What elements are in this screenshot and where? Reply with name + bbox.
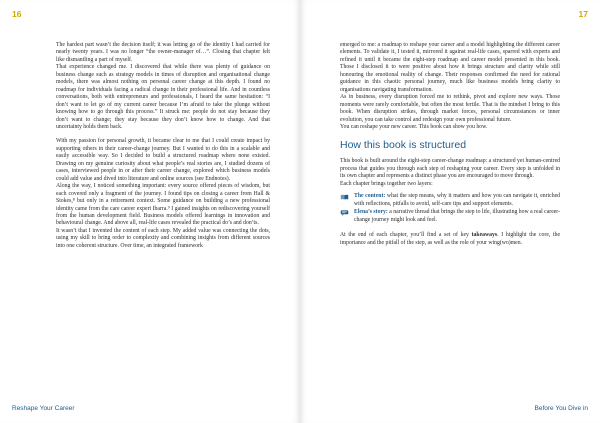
left-body-text xyxy=(56,42,270,250)
closing-prefix: At the end of each chapter, you’ll find a set of key xyxy=(340,232,472,239)
layer-term: The content: xyxy=(354,193,386,200)
layer-text: what the step means, why it matters and how you can navigate it, enriched with reflections, pitfalls to avoid, self-care tips and support elements. xyxy=(354,193,561,207)
takeaways-term: takeaways xyxy=(471,232,498,239)
structure-paragraph: This book is built around the eight-step career-change roadmap: a structured yet human-centred process that guides you through each step of reshaping your career. Every step is unfolded in its own chapter and represents a distinct phase you are encouraged to move through. xyxy=(340,158,560,180)
footer-left: Reshape Your Career xyxy=(12,405,75,412)
section-heading: How this book is structured xyxy=(340,139,467,152)
page-number-left: 16 xyxy=(12,9,22,19)
right-paragraph: You can reshape your new career. This book can show you how. xyxy=(340,123,488,130)
left-paragraph: Along the way, I noticed something important: every source offered pieces of wisdom, but each covered only a fragment of the journey. I found tips on closing a career from Hall & Stokes,⁸ but only in a retirement context. Some guidance on building a new professional identity came from the care career expert Ibarra.⁹ I gained insights on rediscovering yourself from the human development field. Business models offered learnings in innovation and behavioural change. And above all, real-life cases revealed the practical do’s and don’ts. xyxy=(56,183,270,227)
left-paragraph: The hardest part wasn’t the decision itself; it was letting go of the identity I had carried for nearly twenty years. I was no longer “the owner-manager of…”. Closing that chapter felt like dismantling a part of myself. xyxy=(56,42,270,63)
page-number-right: 17 xyxy=(578,9,588,19)
layer-item-story xyxy=(340,209,560,224)
layer-term: Elena’s story: xyxy=(354,209,388,216)
speech-bubble-icon xyxy=(340,210,349,216)
left-paragraph: That experience changed me. I discovered that while there was plenty of guidance on business change such as strategy models in times of disruption and organisational change models, there was almost nothing on personal career change at this depth. I found no roadmap for individuals facing a radical change in their professional life. And in countless conversations, both with entrepreneurs and professionals, I heard the same hesitation: “I don’t want to let go of my current career because I’m afraid to take the plunge without knowing how to go through this process.” It struck me: people do not stay because they don’t want to change; they stay because they don’t know how to change. And that uncertainty holds them back. xyxy=(56,64,270,130)
structure-paragraph: Each chapter brings together two layers: xyxy=(340,180,433,187)
layer-text: a narrative thread that brings the step to life, illustrating how a real career-change journey might look and feel. xyxy=(354,209,561,223)
left-paragraph: With my passion for personal growth, it became clear to me that I could create impact by supporting others in their career-change journey. But I wanted to do this in a scalable and easily accessible way. So I decided to build a structured roadmap where none existed. Drawing on my genuine curiosity about what people’s real stories are, I studied dozens of cases, interviewed people in or after their career change, explored which business models could add value and dived into literature and online sources (see Endnotes). xyxy=(56,138,270,182)
left-paragraph: It wasn’t that I invented the content of each step. My added value was connecting the dots, using my skill to bring order to complexity and combining insights from different sources into one coherent structure. Over time, an integrated framework xyxy=(56,227,270,249)
closing-paragraph xyxy=(340,232,560,247)
right-paragraph: emerged to me: a roadmap to reshape your career and a model highlighting the different career elements. To validate it, I tested it, mirrored it against real-life cases, sparred with experts and refined it until it became the eight-step roadmap and career model presented in this book. Those I disclosed it to were positive about how it brings structure and clarity while still honouring the emotional reality of change. Their responses confirmed the need for rational guidance in this chaotic personal journey, much like business models bring clarity to organisations navigating transformation. xyxy=(340,42,560,93)
book-icon xyxy=(340,194,349,200)
footer-right: Before You Dive in xyxy=(534,405,588,412)
closing-suffix: . I highlight the core, the importance and the pitfall of the step, as well as the role of your wing(wo)men. xyxy=(340,232,561,246)
layer-item-content xyxy=(340,193,560,208)
right-body-text xyxy=(340,42,560,247)
right-page xyxy=(300,0,600,423)
right-paragraph: As in business, every disruption forced me to rethink, pivot and explore new ways. Those moments were rarely comfortable, but often the most fertile. That is the mindset I bring to this book. When disruption strikes, through market forces, personal circumstances or inner evolution, you can take control and redesign your own professional future. xyxy=(340,94,560,123)
